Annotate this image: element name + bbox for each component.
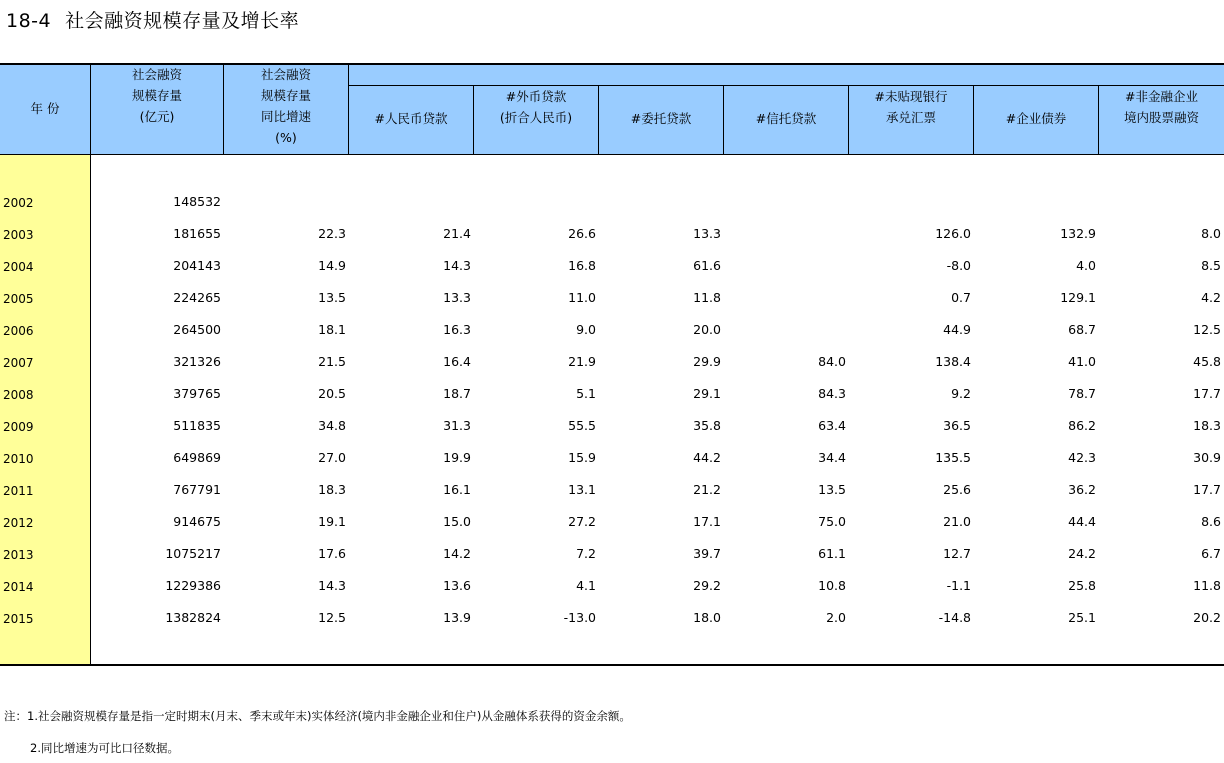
header-bottom-border [0,154,1224,155]
table-cell: 21.9 [568,354,596,369]
table-cell: 7.2 [576,546,596,561]
header-foreign-loans-line2: (折合人民币) [499,110,573,125]
table-cell: 63.4 [818,418,846,433]
table-cell: 181655 [173,226,221,241]
table-cell: 914675 [173,514,221,529]
header-rmb-loans: #人民币贷款 [374,111,448,126]
table-cell: 34.4 [818,450,846,465]
table-cell: 379765 [173,386,221,401]
row-year: 2013 [3,548,34,562]
table-cell: 17.7 [1193,482,1221,497]
table-cell: 44.9 [943,322,971,337]
table-cell: 27.2 [568,514,596,529]
table-cell: 204143 [173,258,221,273]
table-cell: 18.3 [318,482,346,497]
table-bottom-border [0,664,1224,666]
table-cell: 4.2 [1201,290,1221,305]
table-cell: 8.0 [1201,226,1221,241]
table-cell: 30.9 [1193,450,1221,465]
table-cell: 0.7 [951,290,971,305]
header-stock-line1: 社会融资 [131,67,182,82]
table-cell: 4.0 [1076,258,1096,273]
table-cell: 17.1 [693,514,721,529]
row-year: 2012 [3,516,34,530]
table-cell: 148532 [173,194,221,209]
table-cell: 16.4 [443,354,471,369]
table-cell: 42.3 [1068,450,1096,465]
table-cell: 61.1 [818,546,846,561]
table-cell: 18.1 [318,322,346,337]
table-cell: 132.9 [1060,226,1096,241]
note-1: 注：1.社会融资规模存量是指一定时期末(月末、季末或年末)实体经济(境内非金融企业和住户)从金融体系获得的资金余额。 [4,709,631,723]
table-cell: 15.0 [443,514,471,529]
table-cell: 22.3 [318,226,346,241]
header-growth-unit: (%) [275,130,297,145]
table-cell: 13.9 [443,610,471,625]
table-cell: 13.5 [318,290,346,305]
table-cell: 321326 [173,354,221,369]
table-cell: 26.6 [568,226,596,241]
table-cell: 16.1 [443,482,471,497]
table-cell: 44.2 [693,450,721,465]
row-year: 2002 [3,196,34,210]
row-year: 2009 [3,420,34,434]
header-growth-line1: 社会融资 [260,67,311,82]
header-equity-financing [1099,86,1224,128]
note-2: 2.同比增速为可比口径数据。 [30,741,179,755]
table-cell: -1.1 [946,578,971,593]
table-cell: 224265 [173,290,221,305]
table-cell: 45.8 [1193,354,1221,369]
row-year: 2004 [3,260,34,274]
table-cell: 55.5 [568,418,596,433]
table-cell: 511835 [173,418,221,433]
table-cell: 36.5 [943,418,971,433]
table-cell: 61.6 [693,258,721,273]
table-cell: 8.6 [1201,514,1221,529]
table-cell: 2.0 [826,610,846,625]
table-cell: 767791 [173,482,221,497]
table-cell: -8.0 [946,258,971,273]
table-cell: 1229386 [165,578,221,593]
row-year: 2010 [3,452,34,466]
table-cell: 13.5 [818,482,846,497]
table-cell: 20.0 [693,322,721,337]
table-cell: 13.3 [443,290,471,305]
table-cell: 19.9 [443,450,471,465]
header-bank-acceptances [849,86,973,128]
row-year: 2003 [3,228,34,242]
table-cell: 68.7 [1068,322,1096,337]
table-cell: 14.2 [443,546,471,561]
table-cell: 24.2 [1068,546,1096,561]
row-year: 2015 [3,612,34,626]
table-cell: -14.8 [938,610,971,625]
header-growth-line2: 规模存量 [260,88,311,103]
table-cell: 21.4 [443,226,471,241]
table-cell: 25.1 [1068,610,1096,625]
table-cell: 21.0 [943,514,971,529]
table-cell: 11.0 [568,290,596,305]
table-cell: 19.1 [318,514,346,529]
header-stock-line2: 规模存量 [131,88,182,103]
table-cell: 34.8 [318,418,346,433]
table-cell: 649869 [173,450,221,465]
row-year: 2007 [3,356,34,370]
table-cell: 78.7 [1068,386,1096,401]
table-cell: 13.1 [568,482,596,497]
table-cell: 17.6 [318,546,346,561]
table-cell: 11.8 [1193,578,1221,593]
table-cell: 13.3 [693,226,721,241]
table-cell: 16.8 [568,258,596,273]
table-cell: 36.2 [1068,482,1096,497]
table-cell: 35.8 [693,418,721,433]
table-cell: 8.5 [1201,258,1221,273]
table-cell: 1382824 [165,610,221,625]
table-cell: 6.7 [1201,546,1221,561]
header-stock [91,64,223,127]
table-cell: 16.3 [443,322,471,337]
table-cell: 18.7 [443,386,471,401]
table-cell: 21.5 [318,354,346,369]
header-bank-acceptances-line2: 承兑汇票 [885,110,936,125]
table-cell: 31.3 [443,418,471,433]
row-year: 2006 [3,324,34,338]
row-year: 2008 [3,388,34,402]
table-cell: 17.7 [1193,386,1221,401]
table-cell: 10.8 [818,578,846,593]
page-title [6,6,299,33]
row-year: 2014 [3,580,34,594]
table-cell: 18.3 [1193,418,1221,433]
table-cell: 4.1 [576,578,596,593]
table-cell: 12.5 [318,610,346,625]
table-cell: 20.5 [318,386,346,401]
table-cell: 14.3 [318,578,346,593]
table-cell: 126.0 [935,226,971,241]
table-cell: 9.2 [951,386,971,401]
table-cell: 9.0 [576,322,596,337]
row-year: 2005 [3,292,34,306]
table-cell: 12.7 [943,546,971,561]
table-cell: 75.0 [818,514,846,529]
table-cell: 29.9 [693,354,721,369]
table-cell: 12.5 [1193,322,1221,337]
table-cell: 14.9 [318,258,346,273]
table-cell: 29.2 [693,578,721,593]
table-cell: 86.2 [1068,418,1096,433]
table-number: 18-4 [6,10,52,32]
table-cell: 13.6 [443,578,471,593]
header-growth-line3: 同比增速 [260,109,311,124]
header-bank-acceptances-line1: #未贴现银行 [874,89,948,104]
table-cell: 14.3 [443,258,471,273]
header-entrusted-loans: #委托贷款 [630,111,692,126]
table-cell: 29.1 [693,386,721,401]
header-trust-loans: #信托贷款 [755,111,817,126]
table-cell: 27.0 [318,450,346,465]
table-cell: 39.7 [693,546,721,561]
table-cell: 25.6 [943,482,971,497]
table-cell: 129.1 [1060,290,1096,305]
table-cell: 135.5 [935,450,971,465]
table-cell: 264500 [173,322,221,337]
table-cell: 1075217 [165,546,221,561]
table-cell: 18.0 [693,610,721,625]
header-foreign-loans-line1: #外币贷款 [505,89,567,104]
table-cell: 15.9 [568,450,596,465]
table-title: 社会融资规模存量及增长率 [65,10,300,32]
column-divider-year [90,64,91,665]
header-equity-financing-line1: #非金融企业 [1125,89,1198,104]
table-cell: 138.4 [935,354,971,369]
table-cell: 41.0 [1068,354,1096,369]
table-cell: 84.3 [818,386,846,401]
header-year: 年 份 [30,101,60,116]
table-cell: 21.2 [693,482,721,497]
table-cell: -13.0 [563,610,596,625]
table-cell: 84.0 [818,354,846,369]
header-stock-unit: (亿元) [139,109,175,124]
table-cell: 11.8 [693,290,721,305]
header-corporate-bonds: #企业债券 [1005,111,1067,126]
row-year: 2011 [3,484,34,498]
header-equity-financing-line2: 境内股票融资 [1123,110,1199,125]
header-growth [224,64,348,148]
table-cell: 44.4 [1068,514,1096,529]
table-cell: 25.8 [1068,578,1096,593]
table-cell: 5.1 [576,386,596,401]
header-foreign-loans [474,86,598,128]
table-cell: 20.2 [1193,610,1221,625]
